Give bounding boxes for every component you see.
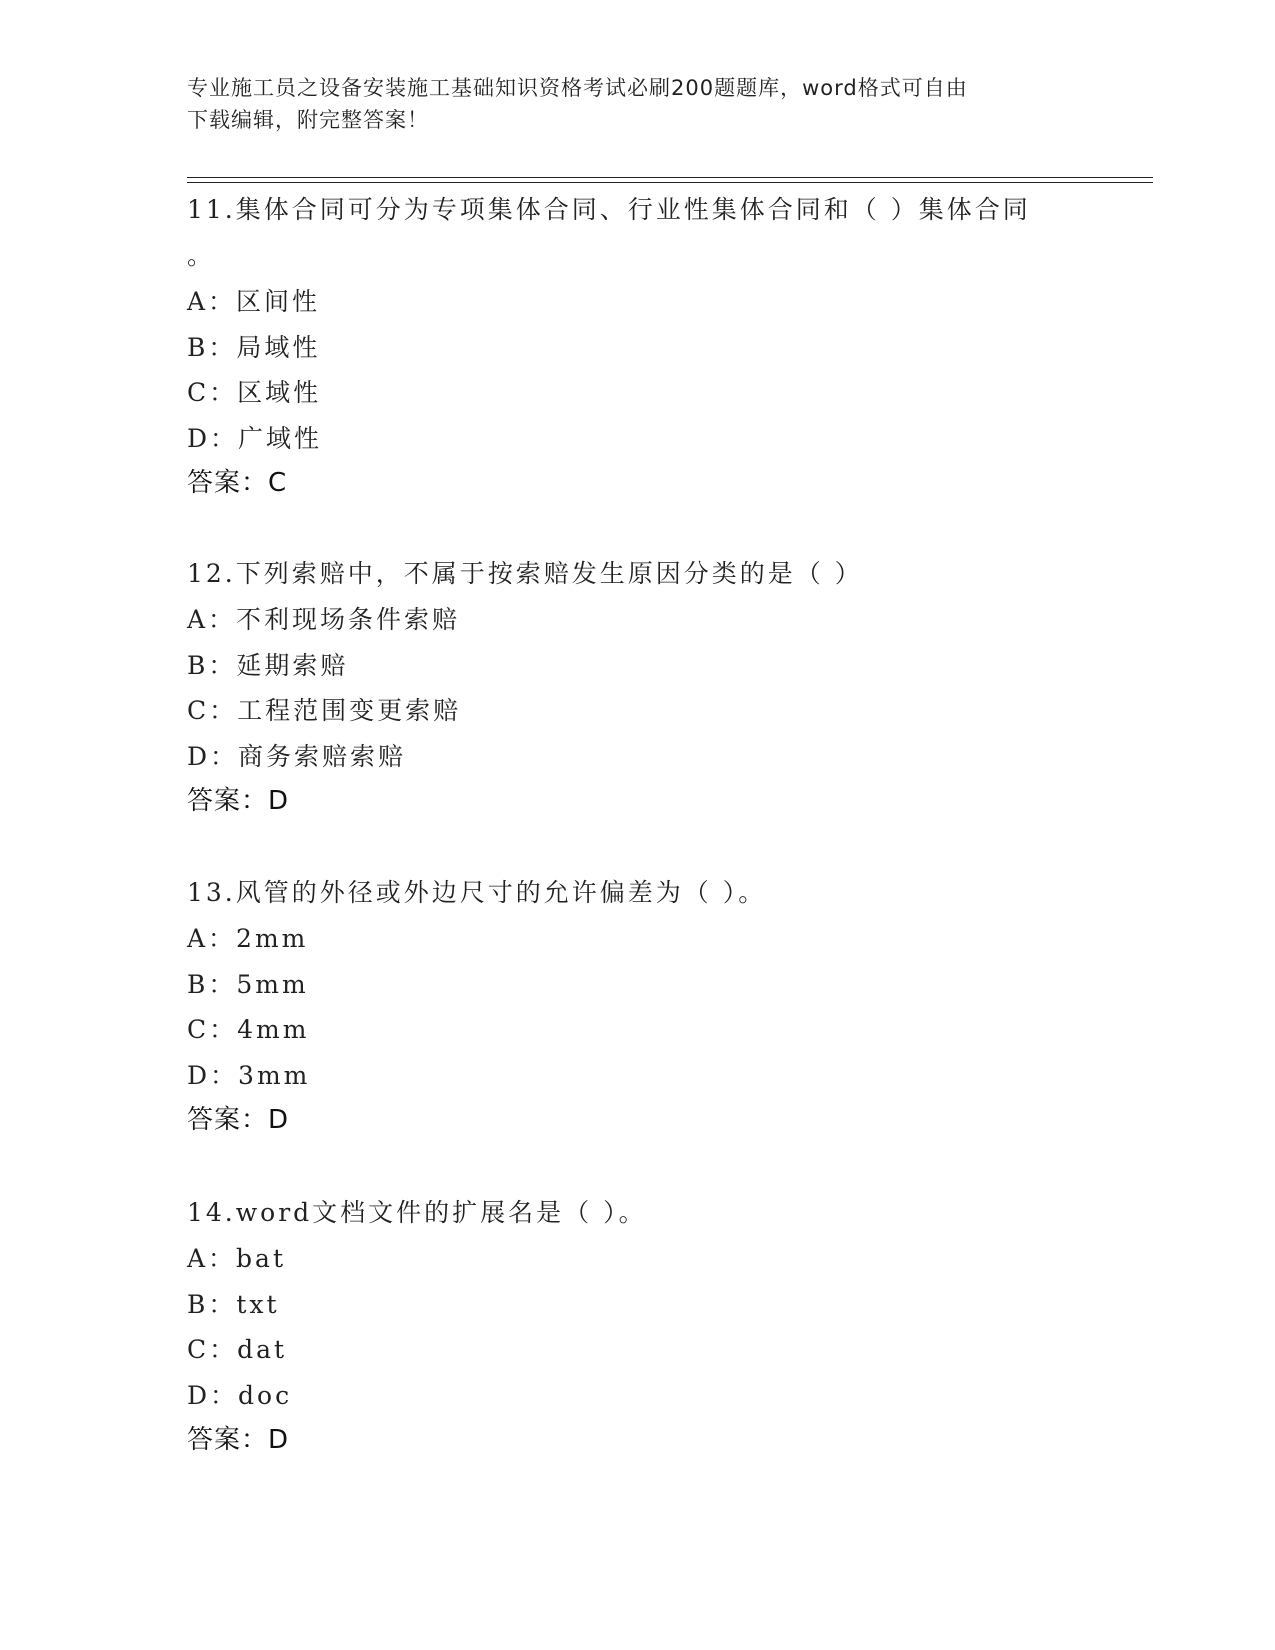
header-line-2: 下载编辑，附完整答案！ xyxy=(187,108,429,132)
option-a: A：区间性 xyxy=(187,287,321,316)
question-stem: 12.下列索赔中，不属于按索赔发生原因分类的是（ ） xyxy=(187,559,863,588)
question-stem: 13.风管的外径或外边尺寸的允许偏差为（ ）。 xyxy=(187,878,767,907)
header-divider-top xyxy=(187,177,1153,178)
question-block-11 xyxy=(187,187,1087,506)
option-d: D：商务索赔索赔 xyxy=(187,741,407,771)
question-stem: 14.word文档文件的扩展名是（ ）。 xyxy=(187,1198,647,1227)
option-a: A：bat xyxy=(187,1244,287,1273)
option-b: B：延期索赔 xyxy=(187,650,349,680)
question-block-13 xyxy=(187,870,1087,1143)
header-divider-bottom xyxy=(187,182,1153,183)
option-d: D：3mm xyxy=(187,1060,311,1090)
answer-line: 答案：D xyxy=(187,1105,290,1135)
option-a: A：不利现场条件索赔 xyxy=(187,605,461,634)
option-d: D：广域性 xyxy=(187,423,323,453)
question-block-12 xyxy=(187,551,1087,824)
answer-line: 答案：D xyxy=(187,786,290,816)
option-c: C：4mm xyxy=(187,1015,310,1044)
option-a: A：2mm xyxy=(187,924,309,953)
question-stem: 11.集体合同可分为专项集体合同、行业性集体合同和（ ）集体合同 xyxy=(187,195,1031,224)
question-stem-continuation: 。 xyxy=(187,241,216,270)
option-b: B：5mm xyxy=(187,969,309,999)
option-c: C：工程范围变更索赔 xyxy=(187,696,462,725)
option-c: C：dat xyxy=(187,1335,288,1364)
answer-line: 答案：C xyxy=(187,468,288,498)
option-d: D：doc xyxy=(187,1380,293,1410)
option-b: B：txt xyxy=(187,1289,280,1319)
question-block-14 xyxy=(187,1190,1087,1463)
option-c: C：区域性 xyxy=(187,378,322,407)
option-b: B：局域性 xyxy=(187,332,321,362)
answer-line: 答案：D xyxy=(187,1425,290,1455)
header-line-1: 专业施工员之设备安装施工基础知识资格考试必刷200题题库，word格式可自由 xyxy=(187,76,968,100)
document-header xyxy=(187,72,1067,136)
